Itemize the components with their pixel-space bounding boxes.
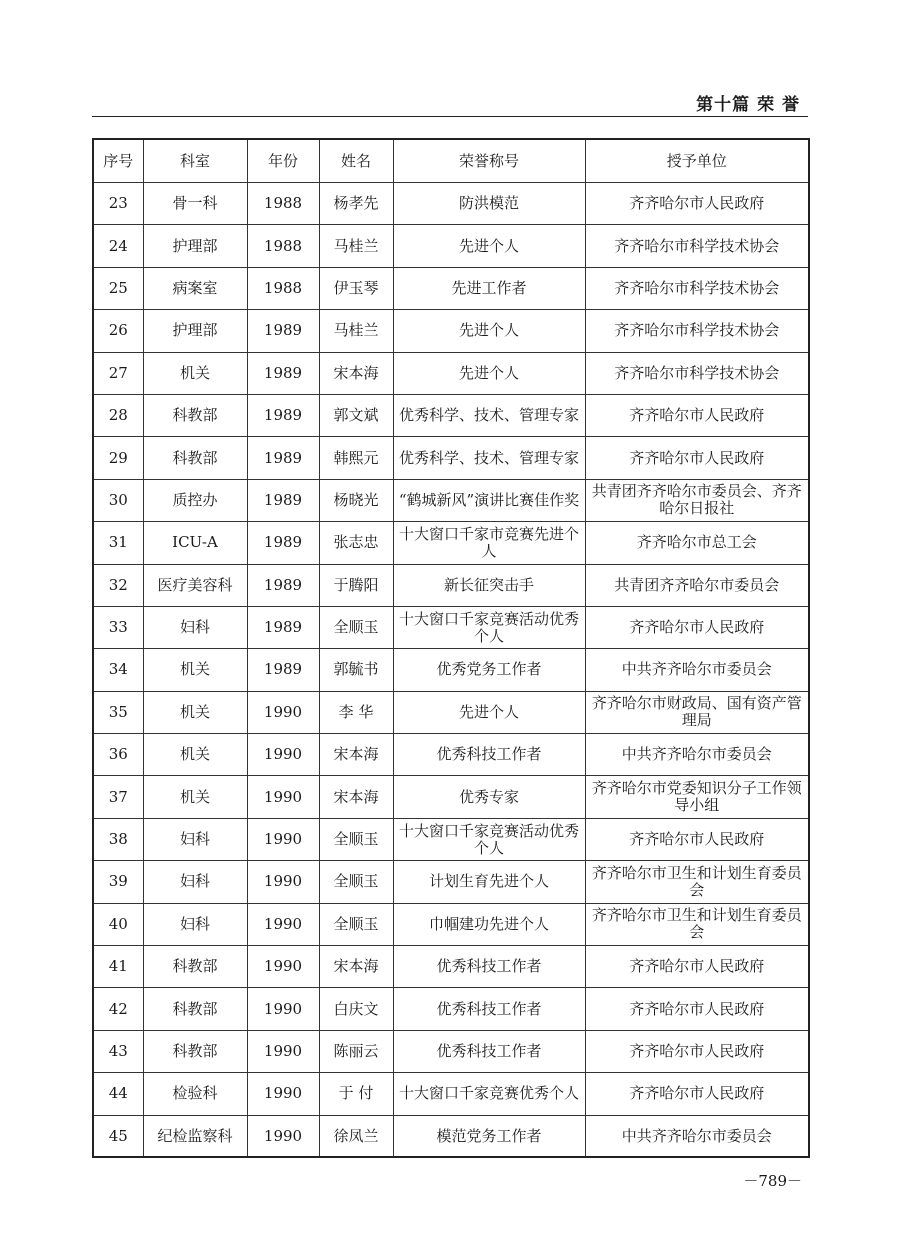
cell-name: 于腾阳 — [319, 564, 393, 606]
cell-honor-title: 优秀科技工作者 — [393, 946, 585, 988]
cell-name: 郭毓书 — [319, 649, 393, 691]
cell-honor-title: “鹤城新风”演讲比赛佳作奖 — [393, 479, 585, 521]
cell-year: 1989 — [247, 437, 319, 479]
cell-awarding-unit: 齐齐哈尔市科学技术协会 — [585, 225, 809, 267]
cell-name: 全顺玉 — [319, 861, 393, 903]
cell-department: 妇科 — [143, 903, 247, 945]
cell-awarding-unit: 齐齐哈尔市人民政府 — [585, 183, 809, 225]
cell-year: 1989 — [247, 479, 319, 521]
column-header-awarding-unit: 授予单位 — [585, 139, 809, 183]
cell-index: 33 — [93, 606, 143, 648]
cell-index: 38 — [93, 818, 143, 860]
table-row — [93, 861, 809, 903]
cell-honor-title: 防洪模范 — [393, 183, 585, 225]
cell-department: 机关 — [143, 649, 247, 691]
cell-index: 30 — [93, 479, 143, 521]
page-header — [92, 86, 808, 117]
cell-honor-title: 优秀专家 — [393, 776, 585, 818]
table-row — [93, 437, 809, 479]
cell-index: 45 — [93, 1115, 143, 1157]
cell-department: 科教部 — [143, 437, 247, 479]
cell-honor-title: 巾帼建功先进个人 — [393, 903, 585, 945]
cell-awarding-unit: 齐齐哈尔市人民政府 — [585, 818, 809, 860]
cell-name: 全顺玉 — [319, 903, 393, 945]
table-row — [93, 394, 809, 436]
cell-name: 宋本海 — [319, 734, 393, 776]
cell-year: 1989 — [247, 564, 319, 606]
table-row — [93, 479, 809, 521]
cell-year: 1989 — [247, 352, 319, 394]
cell-index: 37 — [93, 776, 143, 818]
table-row — [93, 183, 809, 225]
cell-honor-title: 计划生育先进个人 — [393, 861, 585, 903]
cell-index: 31 — [93, 522, 143, 564]
cell-year: 1988 — [247, 183, 319, 225]
table-row — [93, 352, 809, 394]
cell-year: 1990 — [247, 988, 319, 1030]
cell-name: 李 华 — [319, 691, 393, 733]
cell-year: 1988 — [247, 267, 319, 309]
cell-department: 机关 — [143, 734, 247, 776]
cell-index: 26 — [93, 310, 143, 352]
cell-awarding-unit: 齐齐哈尔市人民政府 — [585, 988, 809, 1030]
cell-awarding-unit: 齐齐哈尔市人民政府 — [585, 1030, 809, 1072]
cell-index: 40 — [93, 903, 143, 945]
column-header-honor-title: 荣誉称号 — [393, 139, 585, 183]
cell-name: 全顺玉 — [319, 818, 393, 860]
cell-name: 于 付 — [319, 1073, 393, 1115]
cell-department: 妇科 — [143, 861, 247, 903]
cell-honor-title: 优秀党务工作者 — [393, 649, 585, 691]
cell-name: 徐凤兰 — [319, 1115, 393, 1157]
cell-name: 郭文斌 — [319, 394, 393, 436]
column-header-year: 年份 — [247, 139, 319, 183]
cell-index: 36 — [93, 734, 143, 776]
cell-index: 28 — [93, 394, 143, 436]
cell-awarding-unit: 齐齐哈尔市科学技术协会 — [585, 352, 809, 394]
cell-department: 病案室 — [143, 267, 247, 309]
cell-department: 骨一科 — [143, 183, 247, 225]
table-row — [93, 1030, 809, 1072]
cell-name: 马桂兰 — [319, 225, 393, 267]
cell-department: 质控办 — [143, 479, 247, 521]
cell-awarding-unit: 齐齐哈尔市财政局、国有资产管理局 — [585, 691, 809, 733]
table-row — [93, 988, 809, 1030]
cell-awarding-unit: 齐齐哈尔市总工会 — [585, 522, 809, 564]
cell-awarding-unit: 齐齐哈尔市卫生和计划生育委员会 — [585, 861, 809, 903]
table-row — [93, 564, 809, 606]
table-row — [93, 310, 809, 352]
column-header-department: 科室 — [143, 139, 247, 183]
cell-department: 检验科 — [143, 1073, 247, 1115]
cell-department: ICU-A — [143, 522, 247, 564]
table-row — [93, 903, 809, 945]
cell-index: 23 — [93, 183, 143, 225]
cell-year: 1989 — [247, 606, 319, 648]
page-number: －789－ — [743, 1172, 802, 1190]
cell-department: 机关 — [143, 352, 247, 394]
cell-index: 34 — [93, 649, 143, 691]
cell-year: 1990 — [247, 734, 319, 776]
cell-index: 27 — [93, 352, 143, 394]
cell-awarding-unit: 齐齐哈尔市人民政府 — [585, 946, 809, 988]
chapter-title: 第十篇 荣 誉 — [696, 95, 800, 115]
cell-index: 25 — [93, 267, 143, 309]
cell-name: 全顺玉 — [319, 606, 393, 648]
table-row — [93, 522, 809, 564]
cell-awarding-unit: 齐齐哈尔市科学技术协会 — [585, 310, 809, 352]
cell-year: 1990 — [247, 903, 319, 945]
cell-year: 1990 — [247, 1073, 319, 1115]
cell-year: 1989 — [247, 310, 319, 352]
cell-index: 35 — [93, 691, 143, 733]
cell-department: 科教部 — [143, 394, 247, 436]
cell-honor-title: 优秀科学、技术、管理专家 — [393, 437, 585, 479]
table-row — [93, 691, 809, 733]
cell-awarding-unit: 齐齐哈尔市人民政府 — [585, 394, 809, 436]
cell-department: 护理部 — [143, 310, 247, 352]
cell-department: 妇科 — [143, 818, 247, 860]
cell-name: 杨孝先 — [319, 183, 393, 225]
cell-index: 43 — [93, 1030, 143, 1072]
cell-honor-title: 新长征突击手 — [393, 564, 585, 606]
cell-name: 宋本海 — [319, 946, 393, 988]
cell-department: 机关 — [143, 691, 247, 733]
column-header-index: 序号 — [93, 139, 143, 183]
column-header-name: 姓名 — [319, 139, 393, 183]
cell-index: 41 — [93, 946, 143, 988]
cell-honor-title: 优秀科技工作者 — [393, 1030, 585, 1072]
cell-honor-title: 十大窗口千家市竞赛先进个人 — [393, 522, 585, 564]
cell-name: 张志忠 — [319, 522, 393, 564]
cell-name: 韩熙元 — [319, 437, 393, 479]
cell-year: 1989 — [247, 522, 319, 564]
cell-honor-title: 先进个人 — [393, 691, 585, 733]
cell-honor-title: 十大窗口千家竞赛活动优秀个人 — [393, 818, 585, 860]
cell-honor-title: 十大窗口千家竞赛优秀个人 — [393, 1073, 585, 1115]
cell-year: 1990 — [247, 1115, 319, 1157]
cell-name: 白庆文 — [319, 988, 393, 1030]
cell-awarding-unit: 齐齐哈尔市人民政府 — [585, 437, 809, 479]
cell-index: 32 — [93, 564, 143, 606]
cell-awarding-unit: 中共齐齐哈尔市委员会 — [585, 734, 809, 776]
cell-index: 29 — [93, 437, 143, 479]
table-row — [93, 1115, 809, 1157]
cell-name: 宋本海 — [319, 776, 393, 818]
cell-department: 科教部 — [143, 1030, 247, 1072]
cell-honor-title: 先进个人 — [393, 352, 585, 394]
table-body — [93, 183, 809, 1158]
cell-department: 医疗美容科 — [143, 564, 247, 606]
cell-year: 1989 — [247, 394, 319, 436]
cell-honor-title: 先进工作者 — [393, 267, 585, 309]
cell-awarding-unit: 齐齐哈尔市人民政府 — [585, 1073, 809, 1115]
cell-name: 杨晓光 — [319, 479, 393, 521]
cell-awarding-unit: 共青团齐齐哈尔市委员会、齐齐哈尔日报社 — [585, 479, 809, 521]
cell-honor-title: 先进个人 — [393, 310, 585, 352]
table-row — [93, 225, 809, 267]
cell-year: 1988 — [247, 225, 319, 267]
cell-department: 机关 — [143, 776, 247, 818]
cell-awarding-unit: 共青团齐齐哈尔市委员会 — [585, 564, 809, 606]
table-row — [93, 606, 809, 648]
table-row — [93, 734, 809, 776]
cell-honor-title: 十大窗口千家竞赛活动优秀个人 — [393, 606, 585, 648]
cell-awarding-unit: 齐齐哈尔市卫生和计划生育委员会 — [585, 903, 809, 945]
table-row — [93, 776, 809, 818]
cell-department: 科教部 — [143, 946, 247, 988]
cell-year: 1990 — [247, 861, 319, 903]
cell-year: 1989 — [247, 649, 319, 691]
cell-name: 伊玉琴 — [319, 267, 393, 309]
table-row — [93, 267, 809, 309]
table-row — [93, 649, 809, 691]
cell-awarding-unit: 齐齐哈尔市科学技术协会 — [585, 267, 809, 309]
cell-index: 42 — [93, 988, 143, 1030]
cell-honor-title: 优秀科技工作者 — [393, 988, 585, 1030]
cell-awarding-unit: 齐齐哈尔市人民政府 — [585, 606, 809, 648]
cell-honor-title: 优秀科学、技术、管理专家 — [393, 394, 585, 436]
cell-honor-title: 模范党务工作者 — [393, 1115, 585, 1157]
cell-department: 科教部 — [143, 988, 247, 1030]
cell-name: 陈丽云 — [319, 1030, 393, 1072]
cell-department: 纪检监察科 — [143, 1115, 247, 1157]
cell-year: 1990 — [247, 691, 319, 733]
cell-awarding-unit: 齐齐哈尔市党委知识分子工作领导小组 — [585, 776, 809, 818]
table-row — [93, 818, 809, 860]
table-row — [93, 946, 809, 988]
cell-year: 1990 — [247, 776, 319, 818]
cell-year: 1990 — [247, 818, 319, 860]
cell-honor-title: 优秀科技工作者 — [393, 734, 585, 776]
cell-awarding-unit: 中共齐齐哈尔市委员会 — [585, 1115, 809, 1157]
cell-department: 妇科 — [143, 606, 247, 648]
cell-name: 马桂兰 — [319, 310, 393, 352]
table-row — [93, 1073, 809, 1115]
cell-awarding-unit: 中共齐齐哈尔市委员会 — [585, 649, 809, 691]
cell-index: 39 — [93, 861, 143, 903]
honors-table — [92, 138, 810, 1158]
cell-year: 1990 — [247, 946, 319, 988]
cell-name: 宋本海 — [319, 352, 393, 394]
cell-index: 44 — [93, 1073, 143, 1115]
table-header-row — [93, 139, 809, 183]
cell-department: 护理部 — [143, 225, 247, 267]
cell-honor-title: 先进个人 — [393, 225, 585, 267]
cell-index: 24 — [93, 225, 143, 267]
cell-year: 1990 — [247, 1030, 319, 1072]
